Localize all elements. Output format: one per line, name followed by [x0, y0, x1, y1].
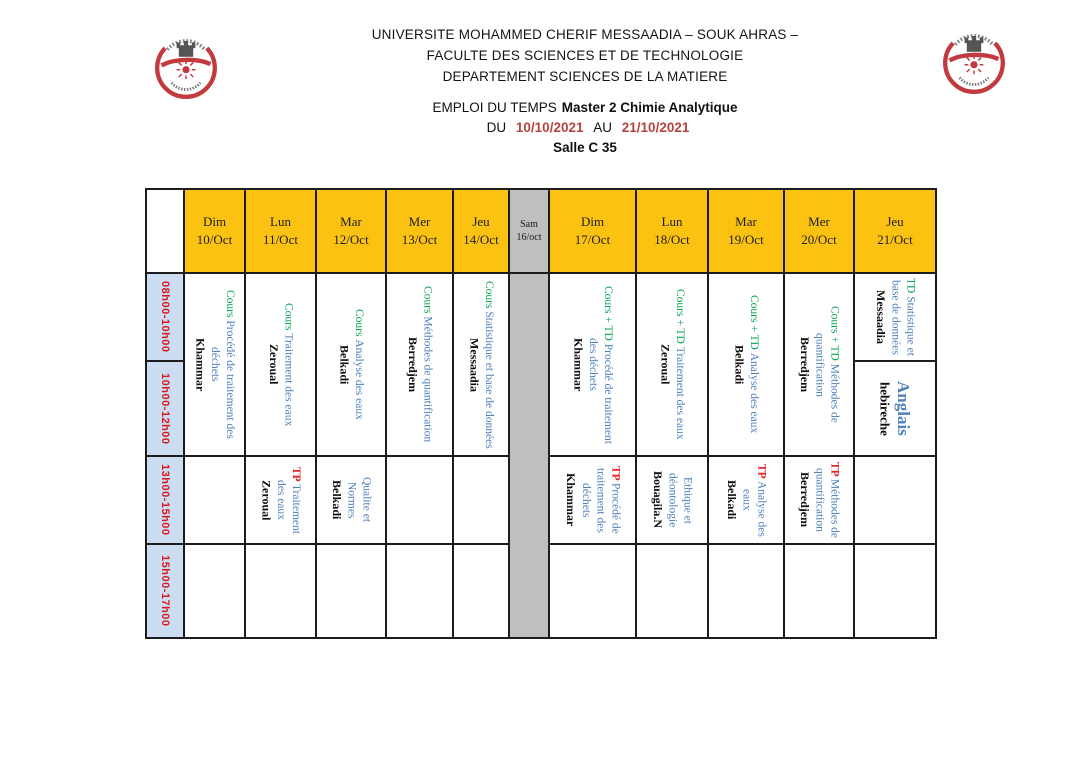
schedule-title	[190, 98, 980, 118]
day-header-dim-10oct: Dim 10/Oct	[184, 189, 245, 273]
time-label-10h00-12h00: 10h00-12h00	[146, 361, 184, 456]
day-header-mer-13oct: Mer 13/Oct	[386, 189, 453, 273]
cell-jeu21-empty	[854, 456, 936, 544]
cell-mer20-tp: TP Méthodes de quantification Berredjem	[784, 456, 854, 544]
cell-lun11-empty2	[245, 544, 316, 638]
day-header-jeu-14oct: Jeu 14/Oct	[453, 189, 509, 273]
document-header	[190, 24, 980, 155]
cell-mar12-qualite: Qualite et Normes Belkadi	[316, 456, 386, 544]
cell-mer13-empty2	[386, 544, 453, 638]
time-label-15h00-17h00: 15h00-17h00	[146, 544, 184, 638]
cell-jeu21-anglais: Anglais hebireche	[854, 361, 936, 456]
cell-mer20-cours-td: Cours + TD Méthodes de quantification Berredjem	[784, 273, 854, 456]
time-label-13h00-15h00: 13h00-15h00	[146, 456, 184, 544]
cell-lun18-empty2	[636, 544, 708, 638]
cell-lun11-tp: TP Traitement des eaux Zeroual	[245, 456, 316, 544]
cell-mar19-tp: TP Analyse des eaux Belkadi	[708, 456, 784, 544]
time-label-08h00-10h00: 08h00-10h00	[146, 273, 184, 361]
cell-jeu14-empty	[453, 456, 509, 544]
day-header-jeu-21oct: Jeu 21/Oct	[854, 189, 936, 273]
row-08h00-10h00	[146, 273, 936, 361]
cell-mer13-cours: Cours Méthodes de quantification Berredjem	[386, 273, 453, 456]
cell-jeu21-empty2	[854, 544, 936, 638]
cell-dim10-empty	[184, 456, 245, 544]
cell-mer13-empty	[386, 456, 453, 544]
cell-mar12-cours: Cours Analyse des eaux Belkadi	[316, 273, 386, 456]
cell-jeu14-cours: Cours Statistique et base de données Messaadia	[453, 273, 509, 456]
timetable	[145, 188, 937, 639]
date-range	[190, 118, 980, 138]
date-to-value: 21/10/2021	[621, 120, 690, 135]
cell-jeu14-empty2	[453, 544, 509, 638]
day-header-sam-16oct: Sam 16/oct	[509, 189, 549, 273]
cell-dim17-tp: TP Procédé de traitement des déchets Khammar	[549, 456, 636, 544]
date-to-label: AU	[593, 120, 613, 135]
cell-dim10-empty2	[184, 544, 245, 638]
cell-mar19-cours-td: Cours + TD Analyse des eaux Belkadi	[708, 273, 784, 456]
room-label: Salle C 35	[553, 140, 617, 155]
faculty-name: FACULTE DES SCIENCES ET DE TECHNOLOGIE	[426, 48, 744, 63]
cell-mar12-empty2	[316, 544, 386, 638]
university-name: UNIVERSITE MOHAMMED CHERIF MESSAADIA – SOUK AHRAS –	[371, 27, 799, 42]
cell-lun18-ethique: Ethique et déontologie Bouagila.N	[636, 456, 708, 544]
day-header-lun-18oct: Lun 18/Oct	[636, 189, 708, 273]
day-header-lun-11oct: Lun 11/Oct	[245, 189, 316, 273]
cell-mer20-empty2	[784, 544, 854, 638]
day-header-mar-12oct: Mar 12/Oct	[316, 189, 386, 273]
date-from-label: DU	[486, 120, 507, 135]
cell-dim17-empty2	[549, 544, 636, 638]
cell-jeu21-td-statistique: TD Statistique et base de données Messaadia	[854, 273, 936, 361]
cell-dim17-cours-td: Cours + TD Procédé de traitement des déchets Khammar	[549, 273, 636, 456]
day-header-mar-19oct: Mar 19/Oct	[708, 189, 784, 273]
day-header-mer-20oct: Mer 20/Oct	[784, 189, 854, 273]
schedule-title-program: Master 2 Chimie Analytique	[561, 100, 738, 115]
corner-cell	[146, 189, 184, 273]
cell-dim10-cours: Cours Procédé de traitement des déchets Khammar	[184, 273, 245, 456]
department-name: DEPARTEMENT SCIENCES DE LA MATIERE	[442, 69, 728, 84]
schedule-title-prefix: EMPLOI DU TEMPS	[432, 100, 557, 115]
cell-lun18-cours-td: Cours + TD Traitement des eaux Zeroual	[636, 273, 708, 456]
cell-mar19-empty2	[708, 544, 784, 638]
cell-lun11-cours: Cours Traitement des eaux Zeroual	[245, 273, 316, 456]
date-from-value: 10/10/2021	[515, 120, 584, 135]
cell-sam-closed	[509, 273, 549, 638]
day-header-dim-17oct: Dim 17/Oct	[549, 189, 636, 273]
header-row	[146, 189, 936, 273]
